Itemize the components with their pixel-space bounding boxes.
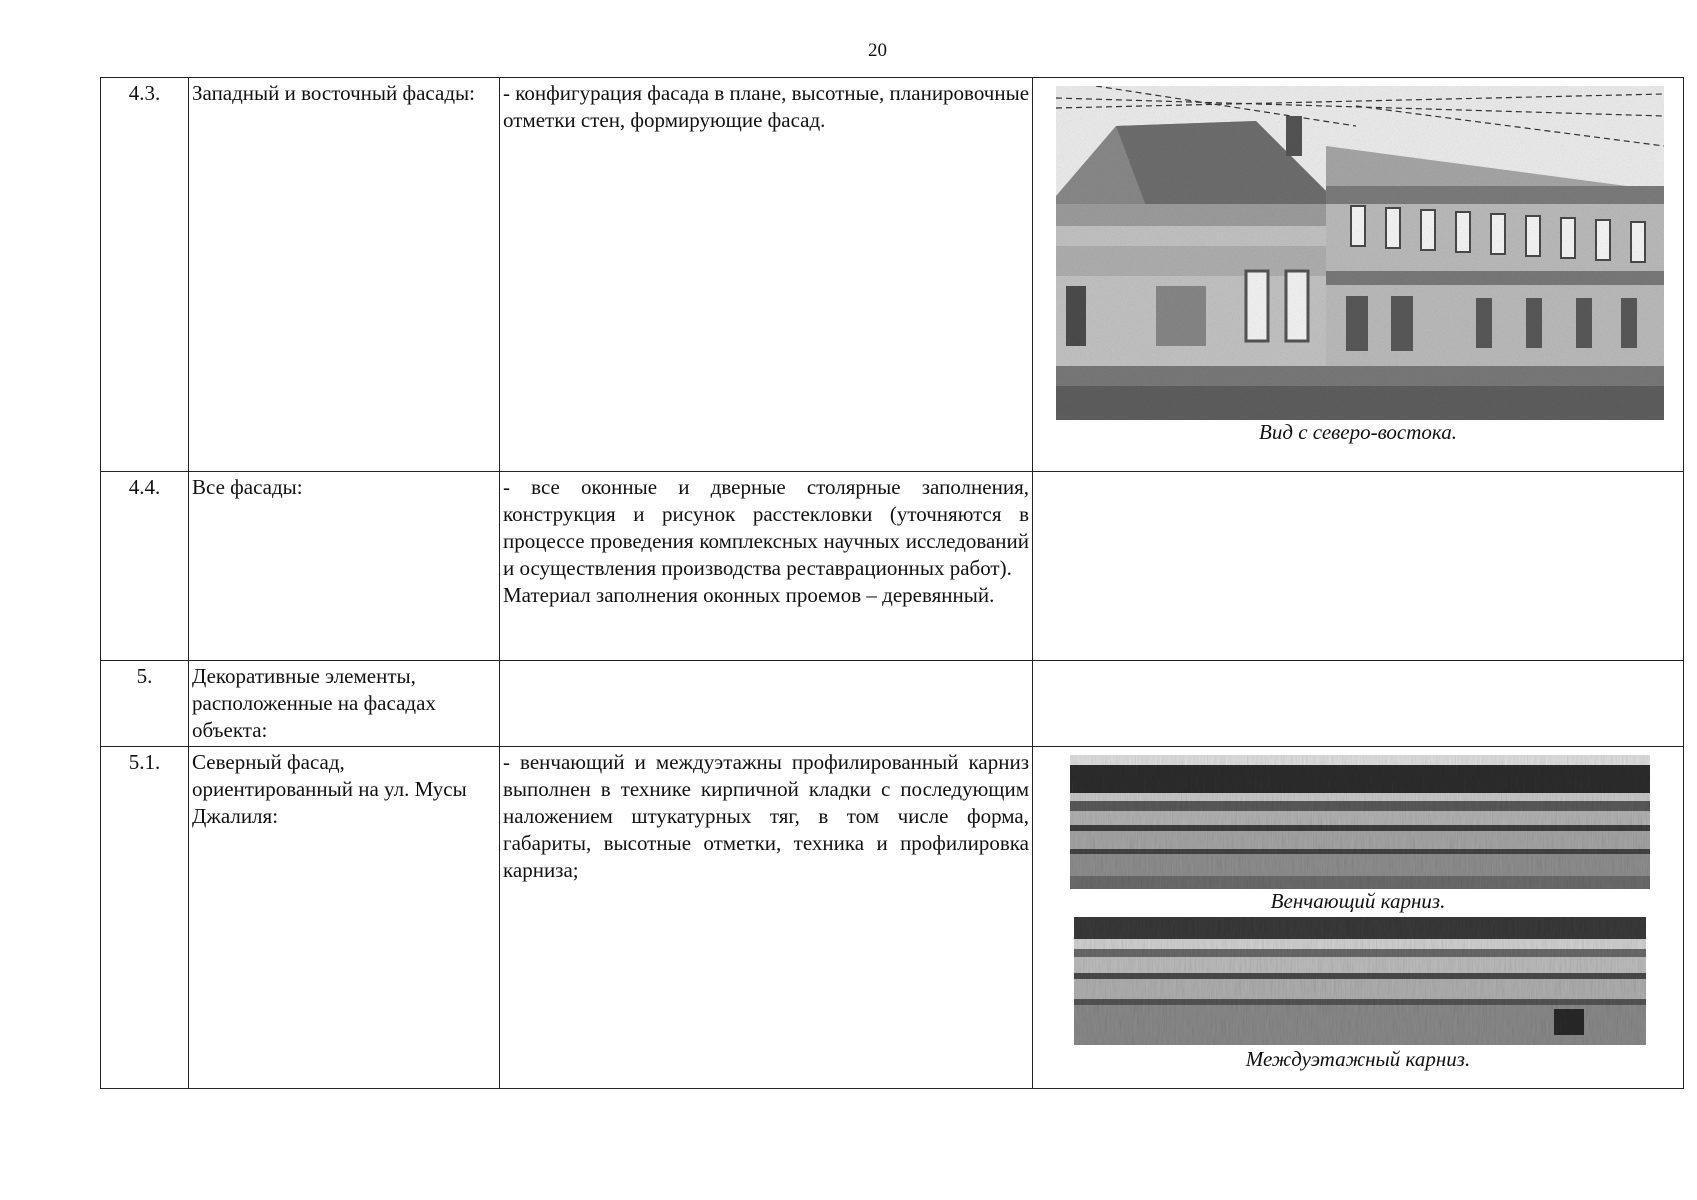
row-number: 4.3. bbox=[101, 78, 189, 472]
table-row bbox=[101, 661, 1684, 747]
element-description: - венчающий и междуэтажны профилированный карниз выполнен в технике кирпичной кладки с последующим наложением штукатурных тяг, в том числе форма, габариты, высотные отметки, техника и профилировка карниза; bbox=[500, 747, 1033, 1089]
page-number: 20 bbox=[868, 40, 887, 61]
element-description bbox=[500, 472, 1033, 661]
row-number: 5.1. bbox=[101, 747, 189, 1089]
element-name: Западный и восточный фасады: bbox=[189, 78, 500, 472]
element-description: - конфигурация фасада в плане, высотные, планировочные отметки стен, формирующие фасад. bbox=[500, 78, 1033, 472]
photo-cell bbox=[1033, 78, 1684, 472]
building-photo bbox=[1056, 86, 1664, 420]
photo-cell-empty bbox=[1033, 661, 1684, 747]
element-name: Декоративные элементы, расположенные на фасадах объекта: bbox=[189, 661, 500, 747]
photo-cell bbox=[1033, 747, 1684, 1089]
interfloor-cornice-photo bbox=[1074, 917, 1646, 1045]
photo-caption: Венчающий карниз. bbox=[1270, 889, 1446, 913]
photo-caption: Вид с северо-востока. bbox=[1259, 420, 1457, 444]
description-paragraph: Материал заполнения оконных проемов – деревянный. bbox=[503, 583, 995, 607]
heritage-spec-table bbox=[100, 77, 1684, 1089]
row-number: 4.4. bbox=[101, 472, 189, 661]
photo-cell-empty bbox=[1033, 472, 1684, 661]
photo-caption: Междуэтажный карниз. bbox=[1245, 1047, 1471, 1071]
row-number: 5. bbox=[101, 661, 189, 747]
crowning-cornice-photo bbox=[1070, 755, 1650, 889]
element-name: Северный фасад, ориентированный на ул. Мусы Джалиля: bbox=[189, 747, 500, 1089]
table-row bbox=[101, 78, 1684, 472]
description-paragraph: - все оконные и дверные столярные заполнения, конструкция и рисунок расстекловки (уточняются в процессе проведения комплексных научных исследований и осуществления производства реставрационных работ). bbox=[503, 475, 1029, 580]
element-description-empty bbox=[500, 661, 1033, 747]
element-name: Все фасады: bbox=[189, 472, 500, 661]
table-row bbox=[101, 747, 1684, 1089]
table-row bbox=[101, 472, 1684, 661]
